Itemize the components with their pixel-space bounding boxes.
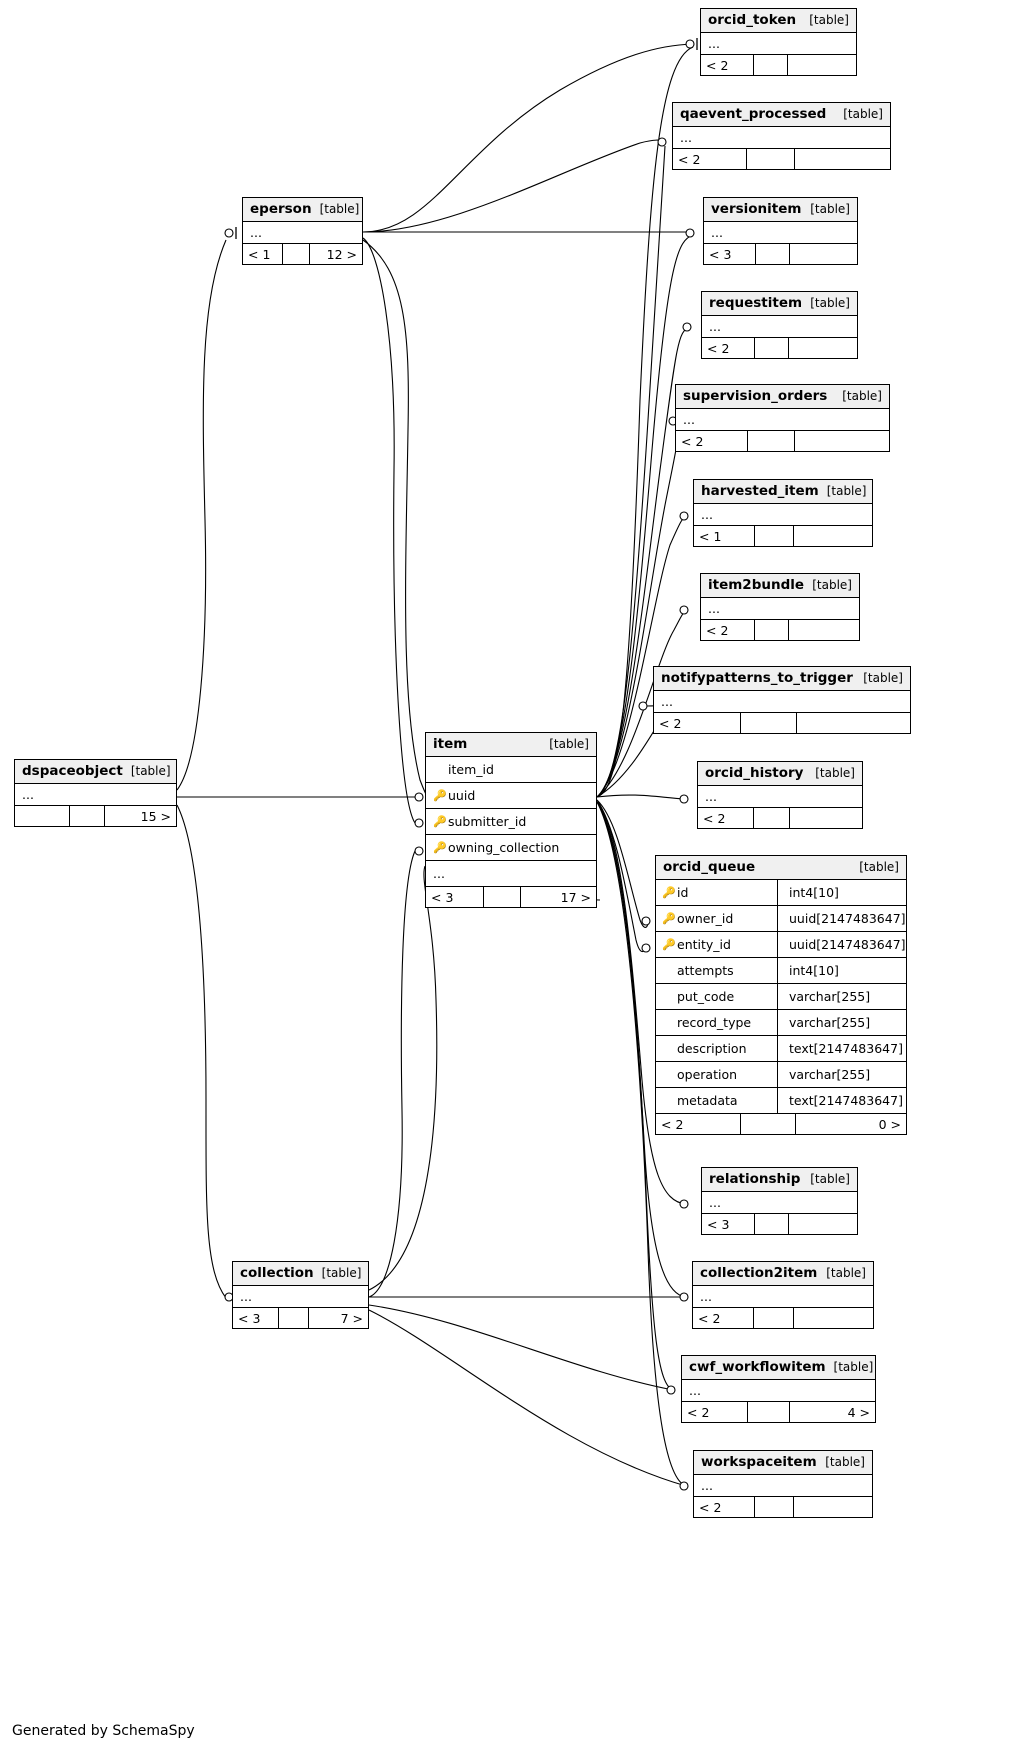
table-row <box>243 222 362 244</box>
footer-outgoing <box>790 808 862 828</box>
table-row[interactable] <box>426 783 596 809</box>
table-rows <box>676 409 889 431</box>
table-tag: [table] <box>842 389 882 403</box>
table-tag: [table] <box>815 766 855 780</box>
table-row <box>701 598 859 620</box>
column-type: varchar[255] <box>789 989 871 1004</box>
table-rows <box>701 598 859 620</box>
table-cwf_workflowitem[interactable] <box>681 1355 876 1423</box>
column-name: ... <box>661 694 673 709</box>
footer-incoming: < 2 <box>701 620 755 640</box>
footer-mid <box>755 1497 794 1517</box>
table-tag: [table] <box>319 202 360 216</box>
table-footer <box>698 808 862 828</box>
table-footer <box>701 620 859 640</box>
table-footer <box>682 1402 875 1422</box>
footer-mid <box>741 713 797 733</box>
generated-by-label: Generated by SchemaSpy <box>12 1723 195 1739</box>
footer-incoming: < 2 <box>656 1114 741 1134</box>
no-key-icon <box>662 1018 672 1028</box>
table-header <box>426 733 596 757</box>
table-eperson[interactable] <box>242 197 363 265</box>
footer-incoming: < 2 <box>698 808 754 828</box>
column-type: int4[10] <box>789 963 839 978</box>
column-name: ... <box>680 130 692 145</box>
footer-outgoing: 17 > <box>560 889 591 905</box>
table-row[interactable] <box>426 809 596 835</box>
table-name: supervision_orders <box>683 388 828 404</box>
footer-mid <box>748 1402 790 1422</box>
footer-outgoing <box>795 149 891 169</box>
table-row[interactable] <box>656 984 906 1010</box>
table-tag: [table] <box>549 737 589 751</box>
table-rows <box>693 1286 873 1308</box>
table-footer <box>676 431 889 451</box>
footer-outgoing <box>789 620 859 640</box>
table-tag: [table] <box>809 13 849 27</box>
table-row[interactable] <box>656 880 906 906</box>
table-header <box>702 292 857 316</box>
table-orcid_history[interactable] <box>697 761 863 829</box>
table-requestitem[interactable] <box>701 291 858 359</box>
column-name: owning_collection <box>448 840 560 855</box>
footer-mid <box>755 620 790 640</box>
column-name: ... <box>701 1478 713 1493</box>
table-versionitem[interactable] <box>703 197 858 265</box>
column-type: uuid[2147483647] <box>789 937 906 952</box>
table-row <box>682 1380 875 1402</box>
column-type: varchar[255] <box>789 1067 871 1082</box>
footer-incoming: < 2 <box>676 431 748 451</box>
column-type: text[2147483647] <box>789 1041 903 1056</box>
foreign-key-icon: 🔑 <box>662 937 676 951</box>
column-name: ... <box>701 507 713 522</box>
table-name: collection <box>240 1265 314 1281</box>
column-name: record_type <box>677 1015 752 1030</box>
table-header <box>693 1262 873 1286</box>
column-type: int4[10] <box>789 885 839 900</box>
table-row <box>15 784 176 806</box>
table-orcid_queue[interactable] <box>655 855 907 1135</box>
table-name: item <box>433 736 468 752</box>
footer-mid <box>755 338 789 358</box>
footer-outgoing: 0 > <box>878 1116 901 1132</box>
column-name: ... <box>711 225 723 240</box>
footer-incoming: < 3 <box>233 1308 279 1328</box>
table-name: relationship <box>709 1171 801 1187</box>
table-header <box>702 1168 857 1192</box>
table-tag: [table] <box>863 671 903 685</box>
column-name: put_code <box>677 989 735 1004</box>
table-row[interactable] <box>656 1062 906 1088</box>
table-footer <box>694 526 872 546</box>
footer-incoming: < 1 <box>694 526 755 546</box>
table-header <box>694 1451 872 1475</box>
footer-incoming: < 2 <box>701 55 754 75</box>
table-footer <box>701 55 856 75</box>
column-type: uuid[2147483647] <box>789 911 906 926</box>
table-dspaceobject[interactable] <box>14 759 177 827</box>
table-row <box>702 316 857 338</box>
table-orcid_token[interactable] <box>700 8 857 76</box>
footer-outgoing: 7 > <box>340 1310 363 1326</box>
table-workspaceitem[interactable] <box>693 1450 873 1518</box>
footer-mid <box>283 244 309 264</box>
footer-outgoing: 12 > <box>326 246 357 262</box>
table-name: versionitem <box>711 201 802 217</box>
footer-mid <box>70 806 105 826</box>
table-row <box>693 1286 873 1308</box>
footer-mid <box>748 431 795 451</box>
table-name: harvested_item <box>701 483 819 499</box>
table-row[interactable] <box>656 906 906 932</box>
foreign-key-icon: 🔑 <box>433 840 447 854</box>
table-header <box>656 856 906 880</box>
table-rows <box>701 33 856 55</box>
footer-incoming: < 3 <box>426 887 484 907</box>
table-tag: [table] <box>810 202 850 216</box>
footer-outgoing <box>794 1497 872 1517</box>
table-tag: [table] <box>130 764 171 778</box>
table-rows <box>698 786 862 808</box>
table-header <box>654 667 910 691</box>
footer-mid <box>756 244 790 264</box>
table-footer <box>654 713 910 733</box>
table-rows <box>243 222 362 244</box>
footer-outgoing <box>788 55 856 75</box>
footer-mid <box>754 808 790 828</box>
table-header <box>676 385 889 409</box>
table-item[interactable] <box>425 732 597 908</box>
footer-incoming: < 2 <box>694 1497 755 1517</box>
footer-outgoing: 15 > <box>140 808 171 824</box>
foreign-key-icon: 🔑 <box>662 911 676 925</box>
table-name: collection2item <box>700 1265 818 1281</box>
table-footer <box>704 244 857 264</box>
footer-mid <box>747 149 795 169</box>
table-qaevent_processed[interactable] <box>672 102 891 170</box>
table-name: orcid_token <box>708 12 797 28</box>
table-name: item2bundle <box>708 577 805 593</box>
table-rows <box>656 880 906 1114</box>
footer-outgoing <box>789 338 857 358</box>
table-footer <box>15 806 176 826</box>
table-tag: [table] <box>812 578 852 592</box>
table-row <box>673 127 890 149</box>
table-header <box>243 198 362 222</box>
table-footer <box>243 244 362 264</box>
column-type: varchar[255] <box>789 1015 871 1030</box>
column-name: ... <box>700 1289 712 1304</box>
table-row <box>426 861 596 887</box>
footer-incoming: < 2 <box>673 149 747 169</box>
table-rows <box>702 1192 857 1214</box>
table-row[interactable] <box>656 1088 906 1114</box>
no-key-icon <box>662 966 672 976</box>
foreign-key-icon: 🔑 <box>433 814 447 828</box>
column-name: ... <box>708 601 720 616</box>
table-tag: [table] <box>843 107 883 121</box>
footer-outgoing <box>795 431 889 451</box>
table-footer <box>673 149 890 169</box>
footer-incoming: < 2 <box>682 1402 748 1422</box>
footer-outgoing <box>797 713 910 733</box>
column-name: ... <box>683 412 695 427</box>
no-key-icon <box>662 1044 672 1054</box>
table-header <box>698 762 862 786</box>
table-row <box>694 504 872 526</box>
table-tag: [table] <box>859 860 899 874</box>
table-item2bundle[interactable] <box>700 573 860 641</box>
table-name: orcid_queue <box>663 859 756 875</box>
column-name: ... <box>705 789 717 804</box>
footer-incoming: < 3 <box>702 1214 755 1234</box>
table-name: qaevent_processed <box>680 106 827 122</box>
table-row[interactable] <box>426 835 596 861</box>
table-name: workspaceitem <box>701 1454 817 1470</box>
table-row <box>233 1286 368 1308</box>
column-name: operation <box>677 1067 738 1082</box>
table-name: dspaceobject <box>22 763 123 779</box>
table-tag: [table] <box>810 296 850 310</box>
table-header <box>701 574 859 598</box>
table-header <box>233 1262 368 1286</box>
footer-outgoing <box>794 1308 873 1328</box>
column-name: ... <box>689 1383 701 1398</box>
column-type: text[2147483647] <box>789 1093 903 1108</box>
no-key-icon <box>662 1070 672 1080</box>
table-tag: [table] <box>810 1172 850 1186</box>
table-tag: [table] <box>826 484 867 498</box>
column-name: metadata <box>677 1093 738 1108</box>
column-name: uuid <box>448 788 476 803</box>
column-name: ... <box>433 866 445 881</box>
footer-incoming: < 3 <box>704 244 756 264</box>
table-row <box>698 786 862 808</box>
footer-incoming: < 2 <box>702 338 755 358</box>
column-name: ... <box>709 319 721 334</box>
table-header <box>15 760 176 784</box>
table-header <box>694 480 872 504</box>
footer-mid <box>484 887 521 907</box>
table-footer <box>233 1308 368 1328</box>
table-tag: [table] <box>825 1455 865 1469</box>
no-key-icon <box>662 1096 672 1106</box>
table-row[interactable] <box>426 757 596 783</box>
footer-mid <box>741 1114 796 1134</box>
table-footer <box>656 1114 906 1134</box>
column-name: owner_id <box>677 911 734 926</box>
table-rows <box>654 691 910 713</box>
footer-outgoing <box>789 1214 857 1234</box>
column-name: item_id <box>448 762 494 777</box>
column-name: description <box>677 1041 747 1056</box>
table-rows <box>704 222 857 244</box>
footer-incoming: < 2 <box>654 713 741 733</box>
table-header <box>704 198 857 222</box>
column-name: ... <box>22 787 34 802</box>
column-name: ... <box>708 36 720 51</box>
footer-mid <box>754 55 788 75</box>
table-header <box>673 103 890 127</box>
table-relationship[interactable] <box>701 1167 858 1235</box>
column-name: ... <box>250 225 262 240</box>
table-name: eperson <box>250 201 312 217</box>
footer-incoming <box>15 806 70 826</box>
table-row[interactable] <box>656 1036 906 1062</box>
table-name: notifypatterns_to_trigger <box>661 670 853 686</box>
table-supervision_orders[interactable] <box>675 384 890 452</box>
table-row <box>654 691 910 713</box>
table-footer <box>693 1308 873 1328</box>
table-rows <box>694 1475 872 1497</box>
table-header <box>682 1356 875 1380</box>
table-footer <box>426 887 596 907</box>
table-row <box>676 409 889 431</box>
primary-key-icon: 🔑 <box>662 885 676 899</box>
no-key-icon <box>662 992 672 1002</box>
column-name: entity_id <box>677 937 731 952</box>
footer-mid <box>755 1214 789 1234</box>
table-collection[interactable] <box>232 1261 369 1329</box>
footer-mid <box>754 1308 794 1328</box>
column-name: ... <box>240 1289 252 1304</box>
footer-mid <box>755 526 794 546</box>
table-name: cwf_workflowitem <box>689 1359 826 1375</box>
footer-outgoing <box>794 526 872 546</box>
table-row[interactable] <box>656 958 906 984</box>
table-rows <box>702 316 857 338</box>
table-notifypatterns_to_trigger[interactable] <box>653 666 911 734</box>
table-tag: [table] <box>833 1360 874 1374</box>
table-rows <box>233 1286 368 1308</box>
table-rows <box>694 504 872 526</box>
table-footer <box>694 1497 872 1517</box>
footer-outgoing <box>790 244 857 264</box>
footer-outgoing: 4 > <box>847 1404 870 1420</box>
table-footer <box>702 338 857 358</box>
column-name: submitter_id <box>448 814 527 829</box>
footer-incoming: < 2 <box>693 1308 754 1328</box>
table-row <box>702 1192 857 1214</box>
table-row <box>701 33 856 55</box>
table-rows <box>682 1380 875 1402</box>
footer-mid <box>279 1308 309 1328</box>
table-harvested_item[interactable] <box>693 479 873 547</box>
table-tag: [table] <box>321 1266 362 1280</box>
table-header <box>701 9 856 33</box>
table-row[interactable] <box>656 1010 906 1036</box>
table-rows <box>15 784 176 806</box>
table-footer <box>702 1214 857 1234</box>
table-tag: [table] <box>826 1266 866 1280</box>
column-name: id <box>677 885 689 900</box>
footer-incoming: < 1 <box>243 244 283 264</box>
table-name: orcid_history <box>705 765 804 781</box>
primary-key-icon: 🔑 <box>433 788 447 802</box>
table-collection2item[interactable] <box>692 1261 874 1329</box>
table-rows <box>426 757 596 887</box>
column-name: attempts <box>677 963 734 978</box>
table-name: requestitem <box>709 295 803 311</box>
table-row[interactable] <box>656 932 906 958</box>
table-row <box>694 1475 872 1497</box>
table-rows <box>673 127 890 149</box>
no-key-icon <box>433 765 443 775</box>
column-name: ... <box>709 1195 721 1210</box>
table-row <box>704 222 857 244</box>
